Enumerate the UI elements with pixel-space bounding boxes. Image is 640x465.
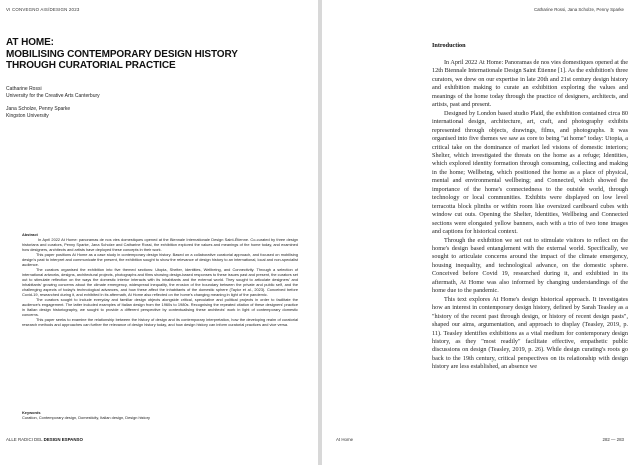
- running-head-right: Catharine Rossi, Jana Scholze, Penny Sparke: [533, 7, 624, 12]
- left-page: [0, 0, 318, 465]
- author-affiliation: University for the Creative Arts Canterbury: [6, 93, 100, 99]
- body-paragraph: Through the exhibition we set out to stimulate visitors to reflect on the home's design based entanglement with the external world. Specifically, we sought to articulate concerns around the impact of the climate emergency, housing inequality, and technological advance, on the domestic sphere. Conceived before Covid 19, researched during it, and exhibited in its aftermath, At Home was also informed by changing understandings of the home due to the pandemic.: [432, 236, 628, 295]
- abstract-paragraph: This paper seeks to examine the relationship between the history of design and its contemporary interpretation, how the developing realm of curatorial research methods and approaches can further the relevance of design history today, and how design history can inform curatorial practices and vice versa.: [22, 317, 298, 327]
- footer-left: [6, 437, 83, 442]
- keywords-text: Curation, Contemporary design, Domesticity, Italian design, Design history: [22, 415, 150, 421]
- page-numbers: 282 — 283: [602, 437, 624, 442]
- article-title: [6, 37, 306, 72]
- author-affiliation: Kingston University: [6, 113, 49, 119]
- author-name: Catharine Rossi: [6, 86, 42, 92]
- author-block: [6, 106, 70, 120]
- title-line: AT HOME:: [6, 37, 54, 48]
- title-line: THROUGH CURATORIAL PRACTICE: [6, 60, 176, 71]
- keywords-heading: Keywords: [22, 410, 41, 415]
- abstract: [22, 232, 298, 327]
- abstract-paragraph: The curators sought to include everyday and familiar design objects alongside critical, speculative and political projects in order to facilitate the audience's engagement. The latter included examples of Italian design from the 1960s to 1980s. Recognising the repeated citation of these designers' practice in Italian design historiography, we sought to provide a different perspective by contextualising these architects' work in light of contemporary domestic concerns.: [22, 297, 298, 317]
- author-name: Jana Scholze, Penny Sparke: [6, 106, 71, 112]
- author-block: [6, 86, 100, 100]
- body-text: [432, 59, 628, 372]
- abstract-paragraph: This paper positions At Home as a case study in contemporary design history. Based on a collaborative curatorial approach, and focused on mobilising design's past to interpret and communicate the present, the exhibition sought to show the relevance of design history to an international, local and non-specialist audience.: [22, 252, 298, 267]
- title-line: MOBILISING CONTEMPORARY DESIGN HISTORY: [6, 48, 238, 60]
- right-page: [322, 0, 640, 465]
- body-paragraph: In April 2022 At Home: Panoramas de nos vies domestiques opened at the 12th Biennale Internationale Design Saint Étienne [1]. As the exhibition's three curators, we drew on our expertise in late 20th and 21st century design history and exhibition making to curate an exhibition exploring the values and meanings of the home today through the practice of designers, architects, and artists, past and present.: [432, 59, 628, 109]
- footer-title: At Home: [336, 437, 354, 442]
- footer-bold: DESIGN ESPANSO: [43, 437, 83, 442]
- abstract-paragraph: In April 2022 At Home: panoramas de nos vies domestiques opened at the Biennale Internationale Design Saint-Étienne. Co-curated by three design historians and curators, Penny Sparke, Jana Scholze and Catharine Rossi, the exhibition explored the values and meanings of the home today, and examined how designers, architects and artists have deployed these concepts in their work.: [22, 237, 298, 252]
- keywords: [22, 410, 298, 420]
- footer-prefix: ALLE RADICI DEL: [6, 437, 44, 442]
- abstract-paragraph: The curators organised the exhibition into five themed sections: Utopia, Shelter, Identities, Wellbeing, and Connectivity. Through a selection of international artworks, designs, architectural projects, photographs and films showing design-based responses to these issues past and present, the curators set out to stimulate reflection on the ways the domestic interior interacts with its inhabitants and the external world. They sought to articulate designers' and inhabitants' growing concerns about the climate emergency, widespread inequality, the erosion of the boundary between the private and public self, and the challenging aspects of today's technological advances, and how these affect the inhabitants of the domestic sphere (Taylor et al., 2023). Conceived before Covid-19, researched during it, and exhibited in its aftermath, At Home also reflected on the home's changing meaning in light of the pandemic.: [22, 267, 298, 297]
- abstract-heading: Abstract: [22, 232, 38, 237]
- body-paragraph: This text explores At Home's design historical approach. It investigates how an interest in contemporary design history, defined by Sarah Teasley as a "history of the recent past through design, or history of recent design pasts", shaped our aims, argumentation, and approach to display (Teasley, 2019, p. 11). Teasley identifies exhibitions as a vital medium for contemporary design history, as they "most readily" facilitate effective, empathetic public discussions on design (Teasley, 2019, p. 26). While design curating's roots go back to the 19th century, critical perspectives on its relationship with design history are less established, an absence we: [432, 295, 628, 371]
- running-head-left: VI CONVEGNO AIS/DESIGN 2023: [6, 7, 80, 12]
- section-heading: Introduction: [432, 42, 466, 49]
- body-paragraph: Designed by London based studio Plaid, the exhibition contained circa 80 international design, architecture, art, craft, and photography exhibits represented through objects, drawings, films, and photographs. It was organised into five themes we saw as core to being "at home" today: Utopia, a critical take on the dominance of market led visions of domestic interiors; Shelter, which investigated the threats on the home as a refuge; Identities, which explored identity formation through consuming, collecting and making in the home; Wellbeing, which positioned the home as a place of physical, mental and environmental wellbeing; and Connected, which showed the importance of the home's connectedness to the outside world, through technology or local communities. Exhibits were displayed on low level terracotta block plinths or within room like oversized cardboard cubes with window cut outs. Opening the Shelter, Identities, Wellbeing and Connected sections were elongated yellow banners, each with a trio of two tone images and captions for historical context.: [432, 109, 628, 236]
